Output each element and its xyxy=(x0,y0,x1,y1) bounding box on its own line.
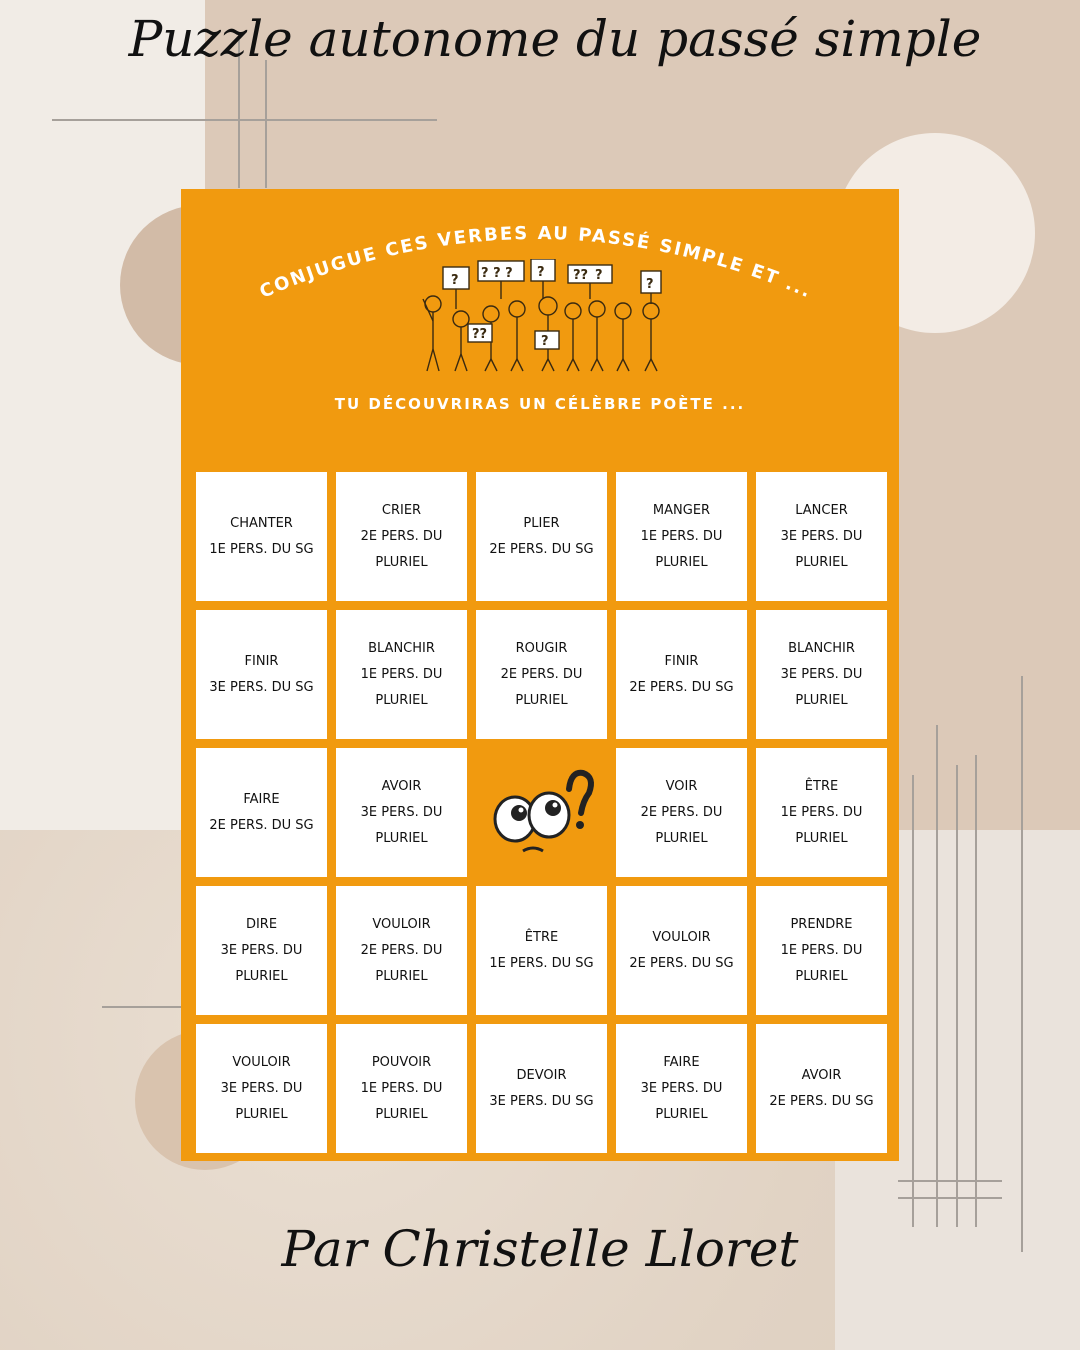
card-person: 2E PERS. DU SG xyxy=(629,955,734,971)
card-person: 1E PERS. DU SG xyxy=(489,955,594,971)
card-number: PLURIEL xyxy=(655,554,708,570)
puzzle-card xyxy=(476,1024,607,1153)
card-person: 1E PERS. DU SG xyxy=(209,541,314,557)
puzzle-card xyxy=(336,610,467,739)
card-person: 2E PERS. DU xyxy=(640,804,723,820)
card-verb: BLANCHIR xyxy=(788,640,855,656)
card-number: PLURIEL xyxy=(795,554,848,570)
card-number: PLURIEL xyxy=(795,968,848,984)
poster-subtitle: TU DÉCOUVRIRAS UN CÉLÈBRE POÈTE ... xyxy=(334,395,746,413)
card-person: 2E PERS. DU SG xyxy=(769,1093,874,1109)
svg-text:?: ? xyxy=(595,268,603,283)
card-number: PLURIEL xyxy=(795,692,848,708)
card-person: 1E PERS. DU xyxy=(640,528,723,544)
card-number: PLURIEL xyxy=(515,692,568,708)
card-number: PLURIEL xyxy=(795,830,848,846)
confused-eyes-icon xyxy=(476,748,607,877)
card-person: 2E PERS. DU SG xyxy=(209,817,314,833)
card-person: 3E PERS. DU xyxy=(640,1080,723,1096)
card-verb: PRENDRE xyxy=(790,916,853,932)
card-verb: FINIR xyxy=(244,653,279,669)
card-verb: DEVOIR xyxy=(516,1067,567,1083)
author-credit: Par Christelle Lloret xyxy=(281,1220,799,1278)
card-verb: FAIRE xyxy=(243,791,280,807)
puzzle-card xyxy=(476,472,607,601)
card-number: PLURIEL xyxy=(375,1106,428,1122)
puzzle-card xyxy=(756,748,887,877)
card-number: PLURIEL xyxy=(375,830,428,846)
puzzle-card xyxy=(196,748,327,877)
decor-line xyxy=(1021,676,1023,1252)
card-person: 1E PERS. DU xyxy=(780,942,863,958)
puzzle-card xyxy=(196,1024,327,1153)
card-person: 3E PERS. DU xyxy=(780,528,863,544)
puzzle-card xyxy=(756,1024,887,1153)
decor-line xyxy=(936,725,938,1227)
decor-line xyxy=(102,1006,182,1008)
card-verb: CHANTER xyxy=(230,515,293,531)
card-verb: PLIER xyxy=(523,515,560,531)
card-verb: VOULOIR xyxy=(372,916,431,932)
card-person: 3E PERS. DU xyxy=(780,666,863,682)
card-number: PLURIEL xyxy=(375,692,428,708)
card-person: 3E PERS. DU SG xyxy=(489,1093,594,1109)
page-title: Puzzle autonome du passé simple xyxy=(128,10,982,68)
card-verb: VOULOIR xyxy=(652,929,711,945)
decor-line xyxy=(912,775,914,1227)
headline-text: CONJUGUE CES VERBES AU PASSÉ SIMPLE ET ... xyxy=(256,222,816,303)
decor-line xyxy=(52,119,437,121)
card-verb: LANCER xyxy=(795,502,848,518)
puzzle-grid xyxy=(196,472,886,1153)
card-verb: MANGER xyxy=(652,502,711,518)
card-number: PLURIEL xyxy=(235,968,288,984)
puzzle-card xyxy=(336,748,467,877)
card-verb: ROUGIR xyxy=(515,640,568,656)
puzzle-card xyxy=(336,886,467,1015)
card-verb: DIRE xyxy=(245,916,278,932)
puzzle-card xyxy=(616,748,747,877)
card-person: 3E PERS. DU xyxy=(360,804,443,820)
puzzle-card xyxy=(616,610,747,739)
card-verb: AVOIR xyxy=(801,1067,842,1083)
puzzle-card xyxy=(196,472,327,601)
svg-text:?: ? xyxy=(646,277,654,292)
card-number: PLURIEL xyxy=(655,830,708,846)
card-verb: VOULOIR xyxy=(232,1054,291,1070)
card-verb: BLANCHIR xyxy=(368,640,435,656)
svg-text:?: ? xyxy=(451,273,459,288)
card-person: 3E PERS. DU xyxy=(220,942,303,958)
card-person: 1E PERS. DU xyxy=(780,804,863,820)
puzzle-card xyxy=(756,610,887,739)
card-verb: FINIR xyxy=(664,653,699,669)
decor-line xyxy=(975,755,977,1227)
puzzle-card xyxy=(476,610,607,739)
puzzle-card xyxy=(616,472,747,601)
card-verb: CRIER xyxy=(381,502,422,518)
card-verb: POUVOIR xyxy=(371,1054,432,1070)
decor-line xyxy=(265,60,267,188)
puzzle-card xyxy=(756,886,887,1015)
card-verb: AVOIR xyxy=(381,778,422,794)
card-number: PLURIEL xyxy=(235,1106,288,1122)
card-person: 2E PERS. DU xyxy=(500,666,583,682)
svg-text:??: ?? xyxy=(472,327,488,342)
puzzle-card xyxy=(616,886,747,1015)
puzzle-poster xyxy=(181,189,899,1161)
card-person: 2E PERS. DU xyxy=(360,942,443,958)
puzzle-card xyxy=(476,886,607,1015)
card-person: 3E PERS. DU xyxy=(220,1080,303,1096)
card-verb: ÊTRE xyxy=(524,929,559,945)
puzzle-card xyxy=(196,610,327,739)
card-number: PLURIEL xyxy=(375,968,428,984)
svg-text:?: ? xyxy=(541,334,549,349)
background-panel-left xyxy=(0,0,205,830)
card-verb: FAIRE xyxy=(663,1054,700,1070)
puzzle-card xyxy=(196,886,327,1015)
puzzle-card xyxy=(756,472,887,601)
card-number: PLURIEL xyxy=(375,554,428,570)
svg-text:?: ? xyxy=(537,265,545,280)
crowd-icon xyxy=(413,259,667,374)
card-number: PLURIEL xyxy=(655,1106,708,1122)
card-person: 3E PERS. DU SG xyxy=(209,679,314,695)
card-verb: VOIR xyxy=(665,778,698,794)
puzzle-card xyxy=(616,1024,747,1153)
card-person: 2E PERS. DU SG xyxy=(629,679,734,695)
svg-text:??: ?? xyxy=(573,268,589,283)
card-verb: ÊTRE xyxy=(804,778,839,794)
decor-line xyxy=(956,765,958,1227)
svg-text:? ? ?: ? ? ? xyxy=(481,266,513,281)
card-person: 1E PERS. DU xyxy=(360,1080,443,1096)
card-person: 2E PERS. DU SG xyxy=(489,541,594,557)
puzzle-card xyxy=(336,1024,467,1153)
puzzle-card xyxy=(336,472,467,601)
card-person: 1E PERS. DU xyxy=(360,666,443,682)
card-person: 2E PERS. DU xyxy=(360,528,443,544)
